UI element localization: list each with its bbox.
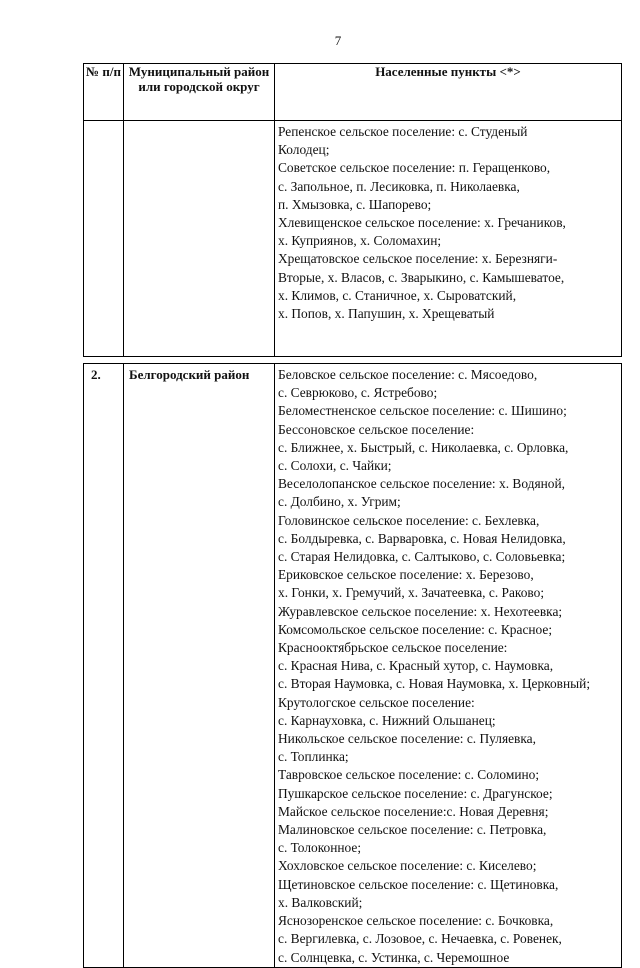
settlement-line: Крутологское сельское поселение: [278, 694, 475, 710]
settlement-line: Вторые, х. Власов, с. Зварыкино, с. Камышеватое, [278, 269, 565, 285]
row-separator [84, 357, 622, 364]
settlement-line: Комсомольское сельское поселение: с. Красное; [278, 621, 553, 637]
settlement-line: Никольское сельское поселение: с. Пуляевка, [278, 731, 536, 747]
settlement-line: х. Попов, х. Папушин, х. Хрещеватый [278, 306, 495, 322]
settlement-line: с. Вторая Наумовка, с. Новая Наумовка, х. Церковный; [278, 676, 591, 692]
settlement-line: х. Куприянов, х. Соломахин; [278, 233, 442, 249]
settlement-line: с. Карнауховка, с. Нижний Ольшанец; [278, 712, 496, 728]
settlement-line: с. Долбино, х. Угрим; [278, 494, 401, 510]
settlement-line: с. Топлинка; [278, 749, 349, 765]
settlement-line: с. Запольное, п. Лесиковка, п. Николаевка, [278, 178, 520, 194]
settlement-line: Тавровское сельское поселение: с. Соломино; [278, 767, 540, 783]
settlement-line: п. Хмызовка, с. Шапорево; [278, 196, 432, 212]
settlement-line: Беломестненское сельское поселение: с. Шишино; [278, 403, 567, 419]
settlement-line: с. Севрюково, с. Ястребово; [278, 385, 438, 401]
settlement-line: с. Толоконное; [278, 840, 362, 856]
table-row-continued [84, 121, 622, 357]
settlement-line: Пушкарское сельское поселение: с. Драгунское; [278, 785, 553, 801]
settlements-list [275, 121, 621, 323]
settlements-list [275, 364, 621, 967]
header-district: Муниципальный район или городской округ [124, 64, 275, 121]
settlement-line: Веселолопанское сельское поселение: х. Водяной, [278, 476, 565, 492]
settlement-line: Хохловское сельское поселение: с. Киселево; [278, 858, 537, 874]
settlement-line: Хлевищенское сельское поселение: х. Гречаников, [278, 215, 566, 231]
settlement-line: х. Валковский; [278, 894, 363, 910]
settlement-line: Советское сельское поселение: п. Геращенково, [278, 160, 551, 176]
settlement-line: Беловское сельское поселение: с. Мясоедово, [278, 367, 538, 382]
settlement-line: Малиновское сельское поселение: с. Петровка, [278, 822, 547, 838]
cell-district-empty [124, 121, 275, 357]
header-number: № п/п [84, 64, 124, 121]
settlement-line: х. Климов, с. Станичное, х. Сыроватский, [278, 287, 517, 303]
settlement-line: Хрещатовское сельское поселение: х. Березняги- [278, 251, 558, 267]
settlements-table [83, 63, 622, 968]
settlement-line: с. Болдыревка, с. Варваровка, с. Новая Нелидовка, [278, 530, 566, 546]
cell-settlements-continued [275, 121, 622, 357]
settlement-line: с. Ближнее, х. Быстрый, с. Николаевка, с. Орловка, [278, 439, 569, 455]
settlement-line: Краснооктябрьское сельское поселение: [278, 640, 508, 656]
settlement-line: х. Гонки, х. Гремучий, х. Зачатеевка, с. Раково; [278, 585, 545, 601]
header-settlements: Населенные пункты <*> [275, 64, 622, 121]
settlement-line: Бессоновское сельское поселение: [278, 421, 475, 437]
settlement-line: Майское сельское поселение:с. Новая Деревня; [278, 803, 549, 819]
settlement-line: Ериковское сельское поселение: х. Березово, [278, 567, 534, 583]
settlement-line: с. Солохи, с. Чайки; [278, 458, 392, 474]
settlement-line: с. Солнцевка, с. Устинка, с. Черемошное [278, 949, 510, 965]
settlement-line: Колодец; [278, 142, 330, 158]
settlement-line: с. Старая Нелидовка, с. Салтыково, с. Соловьевка; [278, 549, 566, 565]
district-name: Белгородский район [124, 364, 275, 968]
cell-number-empty [84, 121, 124, 357]
table-header-row [84, 64, 622, 121]
settlement-line: с. Красная Нива, с. Красный хутор, с. Наумовка, [278, 658, 554, 674]
settlement-line: Головинское сельское поселение: с. Бехлевка, [278, 512, 540, 528]
settlement-line: Щетиновское сельское поселение: с. Щетиновка, [278, 876, 559, 892]
settlement-line: Журавлевское сельское поселение: х. Нехотеевка; [278, 603, 563, 619]
row-number: 2. [84, 364, 124, 968]
settlement-line: с. Вергилевка, с. Лозовое, с. Нечаевка, с. Ровенек, [278, 931, 562, 947]
settlement-line: Репенское сельское поселение: с. Студеный [278, 124, 528, 139]
page-number: 7 [334, 33, 342, 48]
cell-settlements-row-2 [275, 364, 622, 968]
settlement-line: Яснозоренское сельское поселение: с. Бочковка, [278, 913, 554, 929]
table-row-2 [84, 364, 622, 968]
